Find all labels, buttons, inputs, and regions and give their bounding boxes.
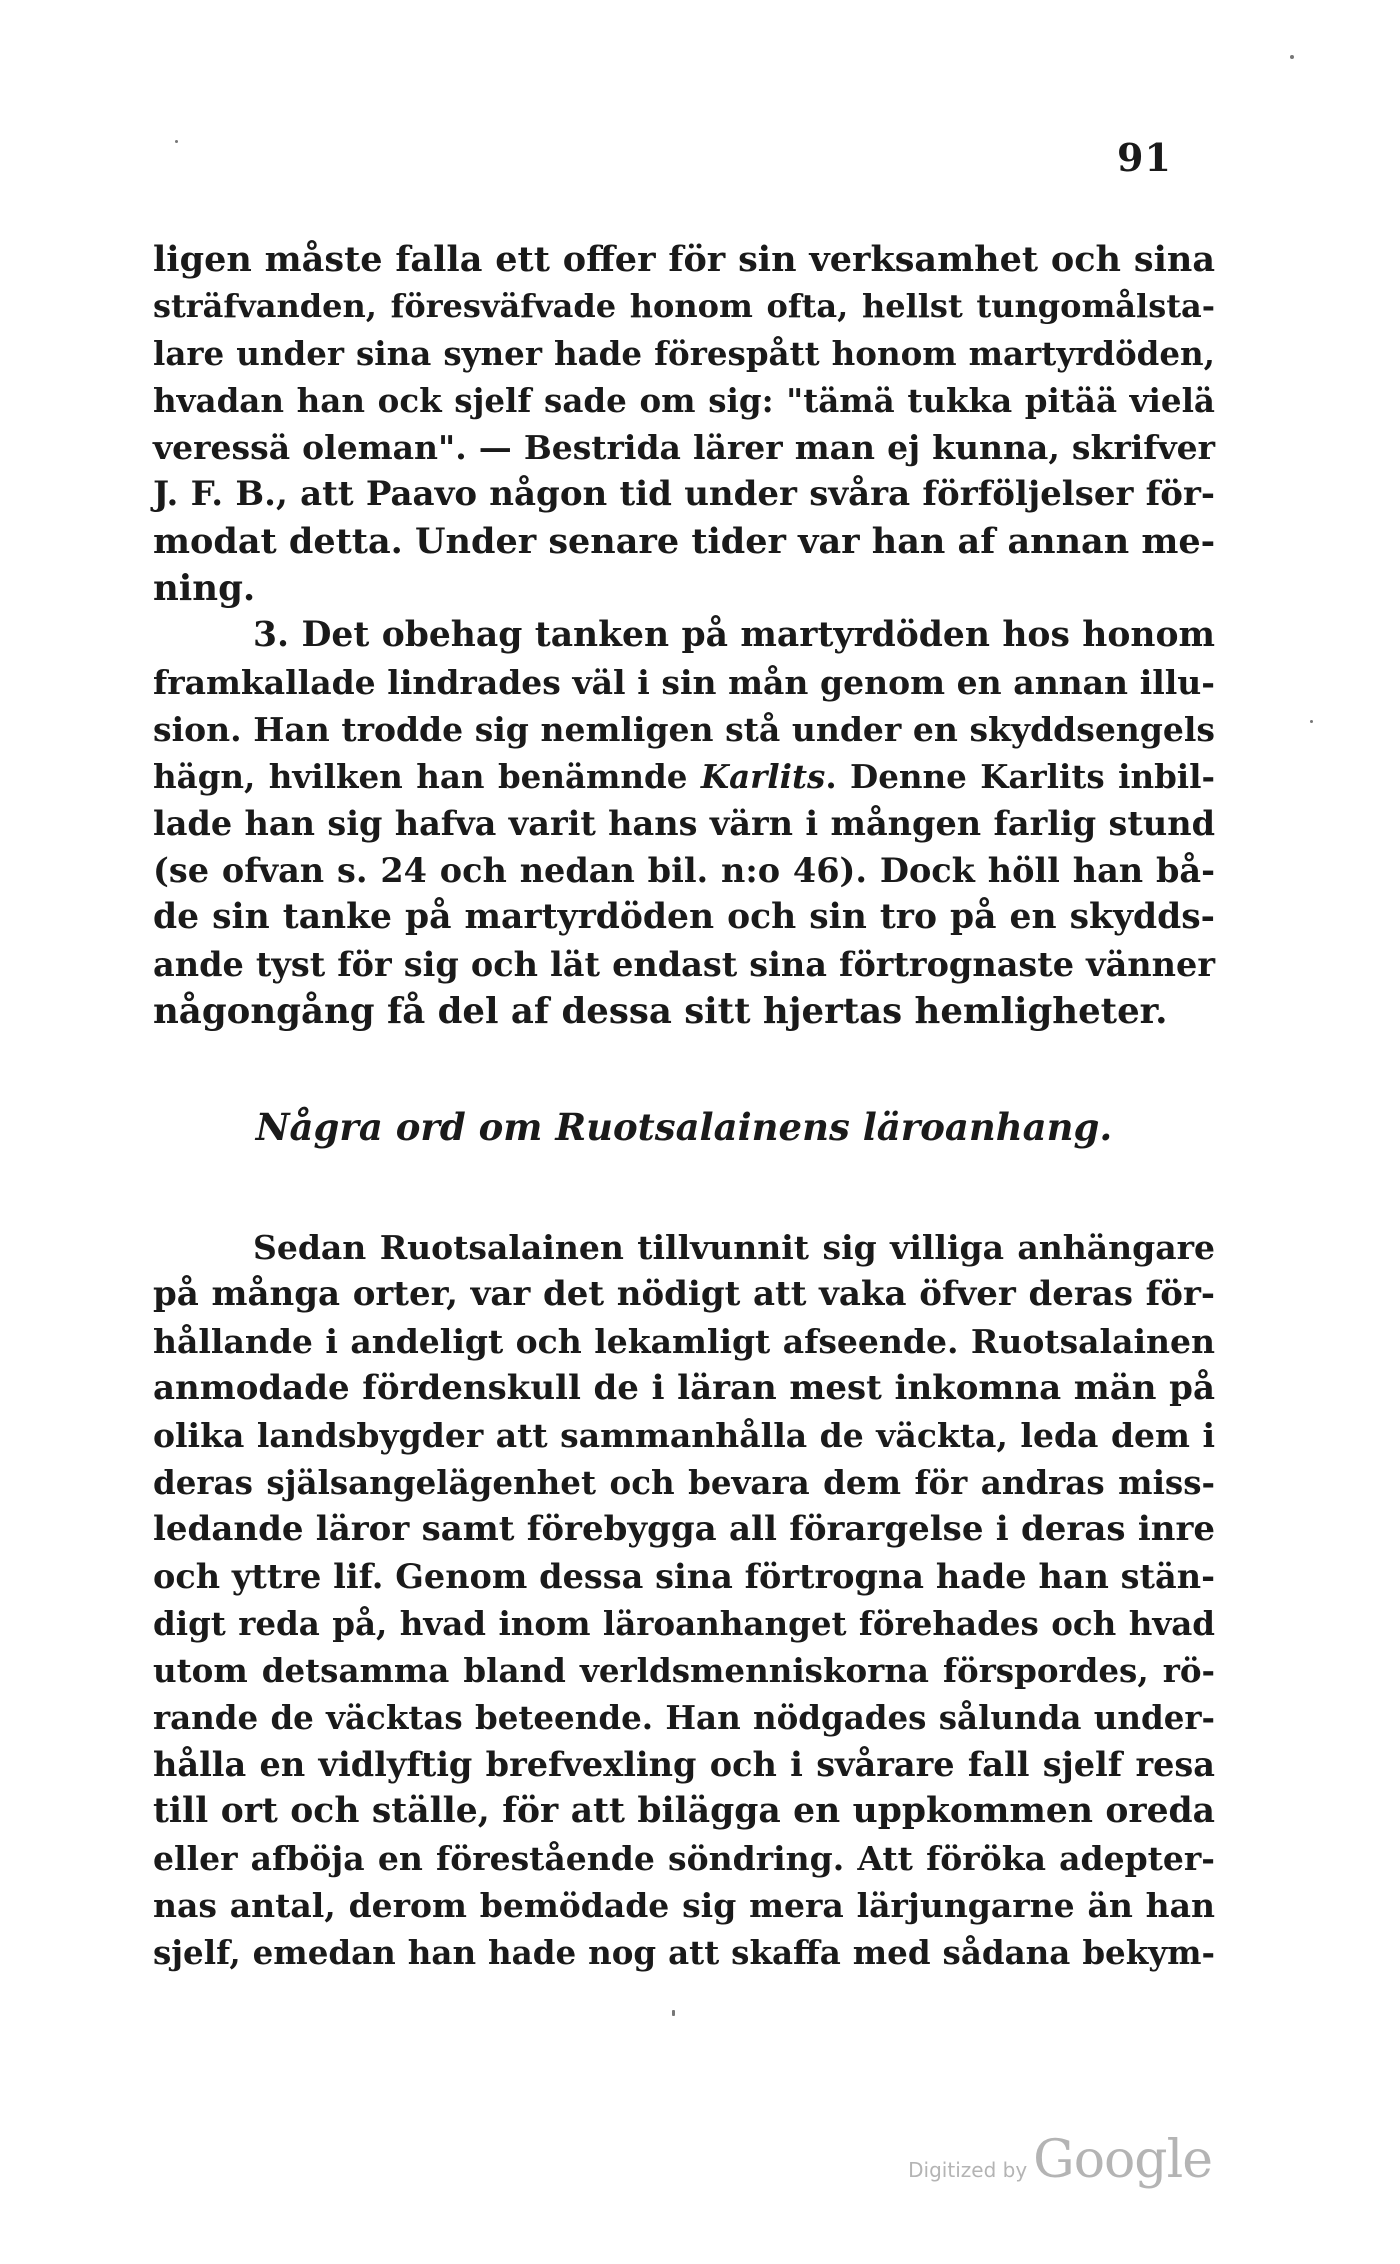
- text-line: framkallade lindrades väl i sin mån genom en annan illu-: [153, 663, 1215, 702]
- text-line: modat detta. Under senare tider var han af annan me-: [153, 521, 1216, 562]
- text-fragment: . Denne Karlits inbil-: [825, 757, 1215, 796]
- text-line: olika landsbygder att sammanhålla de väckta, leda dem i: [153, 1416, 1215, 1455]
- text-line: och yttre lif. Genom dessa sina förtrogna hade han stän-: [153, 1557, 1215, 1596]
- text-line: ande tyst för sig och lät endast sina förtrognaste vänner: [153, 945, 1215, 984]
- text-line: deras själsangelägenhet och bevara dem för andras miss-: [153, 1463, 1215, 1502]
- text-line: digt reda på, hvad inom läroanhanget förehades och hvad: [153, 1604, 1215, 1643]
- text-line: Sedan Ruotsalainen tillvunnit sig villiga anhängare: [253, 1228, 1215, 1267]
- digitized-by-google-watermark: [908, 2130, 1212, 2190]
- body-text-upper: [153, 236, 1215, 1035]
- google-logo: Google: [1033, 2130, 1212, 2190]
- print-speck: [1290, 55, 1294, 59]
- watermark-prefix: Digitized by: [908, 2158, 1028, 2182]
- text-line: rande de väcktas beteende. Han nödgades sålunda under-: [153, 1698, 1215, 1737]
- text-line: sion. Han trodde sig nemligen stå under en skyddsengels: [153, 710, 1215, 749]
- text-line: lare under sina syner hade förespått honom martyrdöden,: [153, 334, 1215, 373]
- text-line: hållande i andeligt och lekamligt afseende. Ruotsalainen: [153, 1322, 1215, 1361]
- text-line: hvadan han ock sjelf sade om sig: "tämä tukka pitää vielä: [153, 381, 1215, 420]
- print-speck: [672, 2010, 675, 2016]
- text-line: J. F. B., att Paavo någon tid under svåra förföljelser för-: [153, 474, 1215, 514]
- text-fragment: hägn, hvilken han benämnde: [153, 757, 701, 796]
- text-line: ledande läror samt förebygga all förargelse i deras inre: [153, 1509, 1215, 1549]
- text-line: sträfvanden, föresväfvade honom ofta, hellst tungomålsta-: [153, 287, 1215, 325]
- print-speck: [1310, 720, 1313, 723]
- text-line: nas antal, derom bemödade sig mera lärjungarne än han: [153, 1886, 1215, 1925]
- text-line: på många orter, var det nödigt att vaka öfver deras för-: [153, 1274, 1215, 1314]
- italic-name-karlits: Karlits: [700, 757, 826, 796]
- text-line: anmodade fördenskull de i läran mest inkomna män på: [153, 1368, 1215, 1408]
- print-speck: [175, 140, 178, 143]
- text-line: lade han sig hafva varit hans värn i mången farlig stund: [153, 804, 1215, 843]
- text-line-with-name: [153, 753, 1215, 800]
- text-line: utom detsamma bland verldsmenniskorna förspordes, rö-: [153, 1651, 1215, 1690]
- body-text-lower: [153, 1224, 1215, 1976]
- text-line: veressä oleman". — Bestrida lärer man ej kunna, skrifver: [153, 428, 1215, 467]
- text-line: ning.: [153, 568, 256, 609]
- text-line: de sin tanke på martyrdöden och sin tro på en skydds-: [153, 897, 1215, 937]
- text-line: ligen måste falla ett offer för sin verksamhet och sina: [153, 239, 1215, 280]
- text-line: sjelf, emedan han hade nog att skaffa med sådana bekym-: [153, 1933, 1215, 1972]
- text-line: till ort och ställe, för att bilägga en uppkommen oreda: [153, 1791, 1215, 1831]
- text-line: hålla en vidlyftig brefvexling och i svårare fall sjelf resa: [153, 1745, 1215, 1784]
- text-line: (se ofvan s. 24 och nedan bil. n:o 46). Dock höll han bå-: [153, 851, 1215, 890]
- text-line: någongång få del af dessa sitt hjertas hemligheter.: [153, 991, 1168, 1032]
- section-heading: Några ord om Ruotsalainens läroanhang.: [255, 1105, 1113, 1149]
- text-line: 3. Det obehag tanken på martyrdöden hos honom: [253, 615, 1215, 655]
- page-number: 91: [1117, 135, 1172, 180]
- text-line: eller afböja en förestående söndring. Att föröka adepter-: [153, 1839, 1215, 1878]
